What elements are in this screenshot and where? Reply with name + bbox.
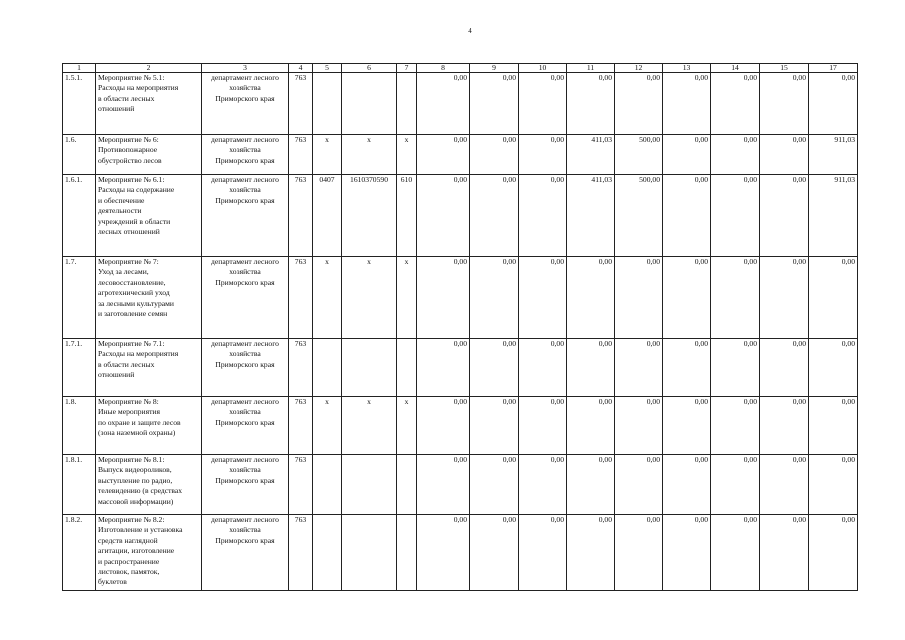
activity-name-cell: Мероприятие № 6: Противопожарное обустройство лесов (96, 135, 202, 175)
amount-cell: 0,00 (567, 257, 615, 339)
row-number-cell: 1.6.1. (63, 175, 96, 257)
section-code-cell: 0407 (313, 175, 342, 257)
amount-cell: 0,00 (470, 455, 519, 515)
row-number-cell: 1.7.1. (63, 339, 96, 397)
amount-cell: 500,00 (615, 175, 663, 257)
target-article-cell (342, 455, 397, 515)
row-number-cell: 1.5.1. (63, 73, 96, 135)
amount-cell: 0,00 (760, 73, 809, 135)
table-row (63, 515, 858, 591)
section-code-cell (313, 73, 342, 135)
amount-cell: 0,00 (417, 455, 470, 515)
amount-cell: 0,00 (519, 515, 567, 591)
amount-cell: 0,00 (417, 339, 470, 397)
grbs-code-cell: 763 (289, 135, 313, 175)
amount-cell: 0,00 (663, 515, 711, 591)
activity-name-cell: Мероприятие № 8.1: Выпуск видеороликов, выступление по радио, телевидению (в средствах массовой информации) (96, 455, 202, 515)
amount-cell: 0,00 (470, 135, 519, 175)
expense-type-cell (397, 515, 417, 591)
budget-table (62, 63, 858, 591)
table-row (63, 175, 858, 257)
row-number-cell: 1.8.2. (63, 515, 96, 591)
target-article-cell (342, 73, 397, 135)
amount-cell: 0,00 (417, 515, 470, 591)
amount-cell: 0,00 (711, 339, 760, 397)
amount-cell: 0,00 (417, 257, 470, 339)
amount-cell: 0,00 (519, 257, 567, 339)
amount-cell: 0,00 (663, 175, 711, 257)
activity-name-cell: Мероприятие № 6.1: Расходы на содержание и обеспечение деятельности учреждений в области лесных отношений (96, 175, 202, 257)
amount-cell: 0,00 (470, 73, 519, 135)
column-header-10: 10 (519, 64, 567, 73)
table-row (63, 257, 858, 339)
amount-cell: 0,00 (470, 257, 519, 339)
amount-cell: 0,00 (470, 175, 519, 257)
amount-cell: 0,00 (760, 257, 809, 339)
department-cell: департамент лесного хозяйства Приморского края (202, 515, 289, 591)
table-row (63, 73, 858, 135)
amount-cell: 411,03 (567, 175, 615, 257)
department-cell: департамент лесного хозяйства Приморского края (202, 397, 289, 455)
amount-cell: 0,00 (519, 455, 567, 515)
target-article-cell: x (342, 397, 397, 455)
column-header-7: 7 (397, 64, 417, 73)
amount-cell: 0,00 (809, 455, 858, 515)
amount-cell: 0,00 (711, 397, 760, 455)
amount-cell: 0,00 (519, 135, 567, 175)
amount-cell: 0,00 (760, 339, 809, 397)
target-article-cell: x (342, 257, 397, 339)
row-number-cell: 1.8. (63, 397, 96, 455)
row-number-cell: 1.8.1. (63, 455, 96, 515)
activity-name-cell: Мероприятие № 8.2: Изготовление и установка средств наглядной агитации, изготовление и распространение листовок, памяток, буклетов (96, 515, 202, 591)
column-header-8: 8 (417, 64, 470, 73)
department-cell: департамент лесного хозяйства Приморского края (202, 455, 289, 515)
amount-cell: 0,00 (417, 73, 470, 135)
department-cell: департамент лесного хозяйства Приморского края (202, 175, 289, 257)
amount-cell: 0,00 (663, 455, 711, 515)
column-header-17: 17 (809, 64, 858, 73)
amount-cell: 500,00 (615, 135, 663, 175)
amount-cell: 0,00 (711, 175, 760, 257)
column-header-2: 2 (96, 64, 202, 73)
amount-cell: 0,00 (615, 515, 663, 591)
grbs-code-cell: 763 (289, 455, 313, 515)
section-code-cell: x (313, 397, 342, 455)
activity-name-cell: Мероприятие № 8: Иные мероприятия по охране и защите лесов (зона наземной охраны) (96, 397, 202, 455)
amount-cell: 0,00 (760, 135, 809, 175)
amount-cell: 0,00 (567, 73, 615, 135)
amount-cell: 0,00 (809, 339, 858, 397)
expense-type-cell (397, 339, 417, 397)
column-header-9: 9 (470, 64, 519, 73)
grbs-code-cell: 763 (289, 175, 313, 257)
amount-cell: 0,00 (519, 73, 567, 135)
amount-cell: 411,03 (567, 135, 615, 175)
amount-cell: 0,00 (809, 73, 858, 135)
table-body (63, 73, 858, 591)
amount-cell: 0,00 (760, 455, 809, 515)
grbs-code-cell: 763 (289, 515, 313, 591)
amount-cell: 0,00 (615, 257, 663, 339)
column-header-4: 4 (289, 64, 313, 73)
amount-cell: 0,00 (711, 515, 760, 591)
table-row (63, 339, 858, 397)
grbs-code-cell: 763 (289, 257, 313, 339)
amount-cell: 0,00 (663, 257, 711, 339)
amount-cell: 0,00 (711, 135, 760, 175)
target-article-cell (342, 515, 397, 591)
amount-cell: 0,00 (760, 515, 809, 591)
expense-type-cell: x (397, 135, 417, 175)
amount-cell: 0,00 (417, 135, 470, 175)
activity-name-cell: Мероприятие № 5.1: Расходы на мероприятия в области лесных отношений (96, 73, 202, 135)
amount-cell: 0,00 (663, 397, 711, 455)
amount-cell: 0,00 (663, 73, 711, 135)
amount-cell: 0,00 (417, 175, 470, 257)
section-code-cell: x (313, 257, 342, 339)
expense-type-cell: 610 (397, 175, 417, 257)
column-header-5: 5 (313, 64, 342, 73)
table-row (63, 397, 858, 455)
amount-cell: 0,00 (519, 175, 567, 257)
amount-cell: 0,00 (519, 397, 567, 455)
expense-type-cell (397, 455, 417, 515)
amount-cell: 0,00 (711, 257, 760, 339)
activity-name-cell: Мероприятие № 7.1: Расходы на мероприятия в области лесных отношений (96, 339, 202, 397)
grbs-code-cell: 763 (289, 73, 313, 135)
amount-cell: 0,00 (567, 397, 615, 455)
amount-cell: 0,00 (417, 397, 470, 455)
table-row (63, 135, 858, 175)
target-article-cell: x (342, 135, 397, 175)
section-code-cell (313, 339, 342, 397)
row-number-cell: 1.7. (63, 257, 96, 339)
department-cell: департамент лесного хозяйства Приморского края (202, 73, 289, 135)
row-number-cell: 1.6. (63, 135, 96, 175)
amount-cell: 0,00 (567, 515, 615, 591)
amount-cell: 0,00 (809, 397, 858, 455)
amount-cell: 911,03 (809, 175, 858, 257)
target-article-cell: 1610370590 (342, 175, 397, 257)
column-header-6: 6 (342, 64, 397, 73)
column-header-11: 11 (567, 64, 615, 73)
amount-cell: 0,00 (615, 339, 663, 397)
amount-cell: 0,00 (615, 455, 663, 515)
section-code-cell (313, 515, 342, 591)
amount-cell: 0,00 (470, 339, 519, 397)
expense-type-cell: x (397, 257, 417, 339)
amount-cell: 0,00 (809, 515, 858, 591)
column-header-12: 12 (615, 64, 663, 73)
target-article-cell (342, 339, 397, 397)
table-row (63, 455, 858, 515)
amount-cell: 0,00 (567, 339, 615, 397)
amount-cell: 0,00 (760, 397, 809, 455)
department-cell: департамент лесного хозяйства Приморского края (202, 257, 289, 339)
header-row (63, 64, 858, 73)
amount-cell: 0,00 (663, 135, 711, 175)
expense-type-cell (397, 73, 417, 135)
column-header-1: 1 (63, 64, 96, 73)
page-number: 4 (468, 27, 472, 35)
amount-cell: 0,00 (711, 73, 760, 135)
amount-cell: 0,00 (615, 73, 663, 135)
amount-cell: 0,00 (567, 455, 615, 515)
amount-cell: 0,00 (809, 257, 858, 339)
department-cell: департамент лесного хозяйства Приморского края (202, 339, 289, 397)
amount-cell: 0,00 (663, 339, 711, 397)
amount-cell: 0,00 (470, 515, 519, 591)
section-code-cell: x (313, 135, 342, 175)
column-header-3: 3 (202, 64, 289, 73)
amount-cell: 0,00 (711, 455, 760, 515)
expense-type-cell: x (397, 397, 417, 455)
amount-cell: 0,00 (519, 339, 567, 397)
department-cell: департамент лесного хозяйства Приморского края (202, 135, 289, 175)
section-code-cell (313, 455, 342, 515)
amount-cell: 0,00 (760, 175, 809, 257)
amount-cell: 0,00 (470, 397, 519, 455)
column-header-14: 14 (711, 64, 760, 73)
activity-name-cell: Мероприятие № 7: Уход за лесами, лесовосстановление, агротехнический уход за лесными культурами и заготовление семян (96, 257, 202, 339)
column-header-15: 15 (760, 64, 809, 73)
amount-cell: 0,00 (615, 397, 663, 455)
column-header-13: 13 (663, 64, 711, 73)
grbs-code-cell: 763 (289, 397, 313, 455)
grbs-code-cell: 763 (289, 339, 313, 397)
amount-cell: 911,03 (809, 135, 858, 175)
